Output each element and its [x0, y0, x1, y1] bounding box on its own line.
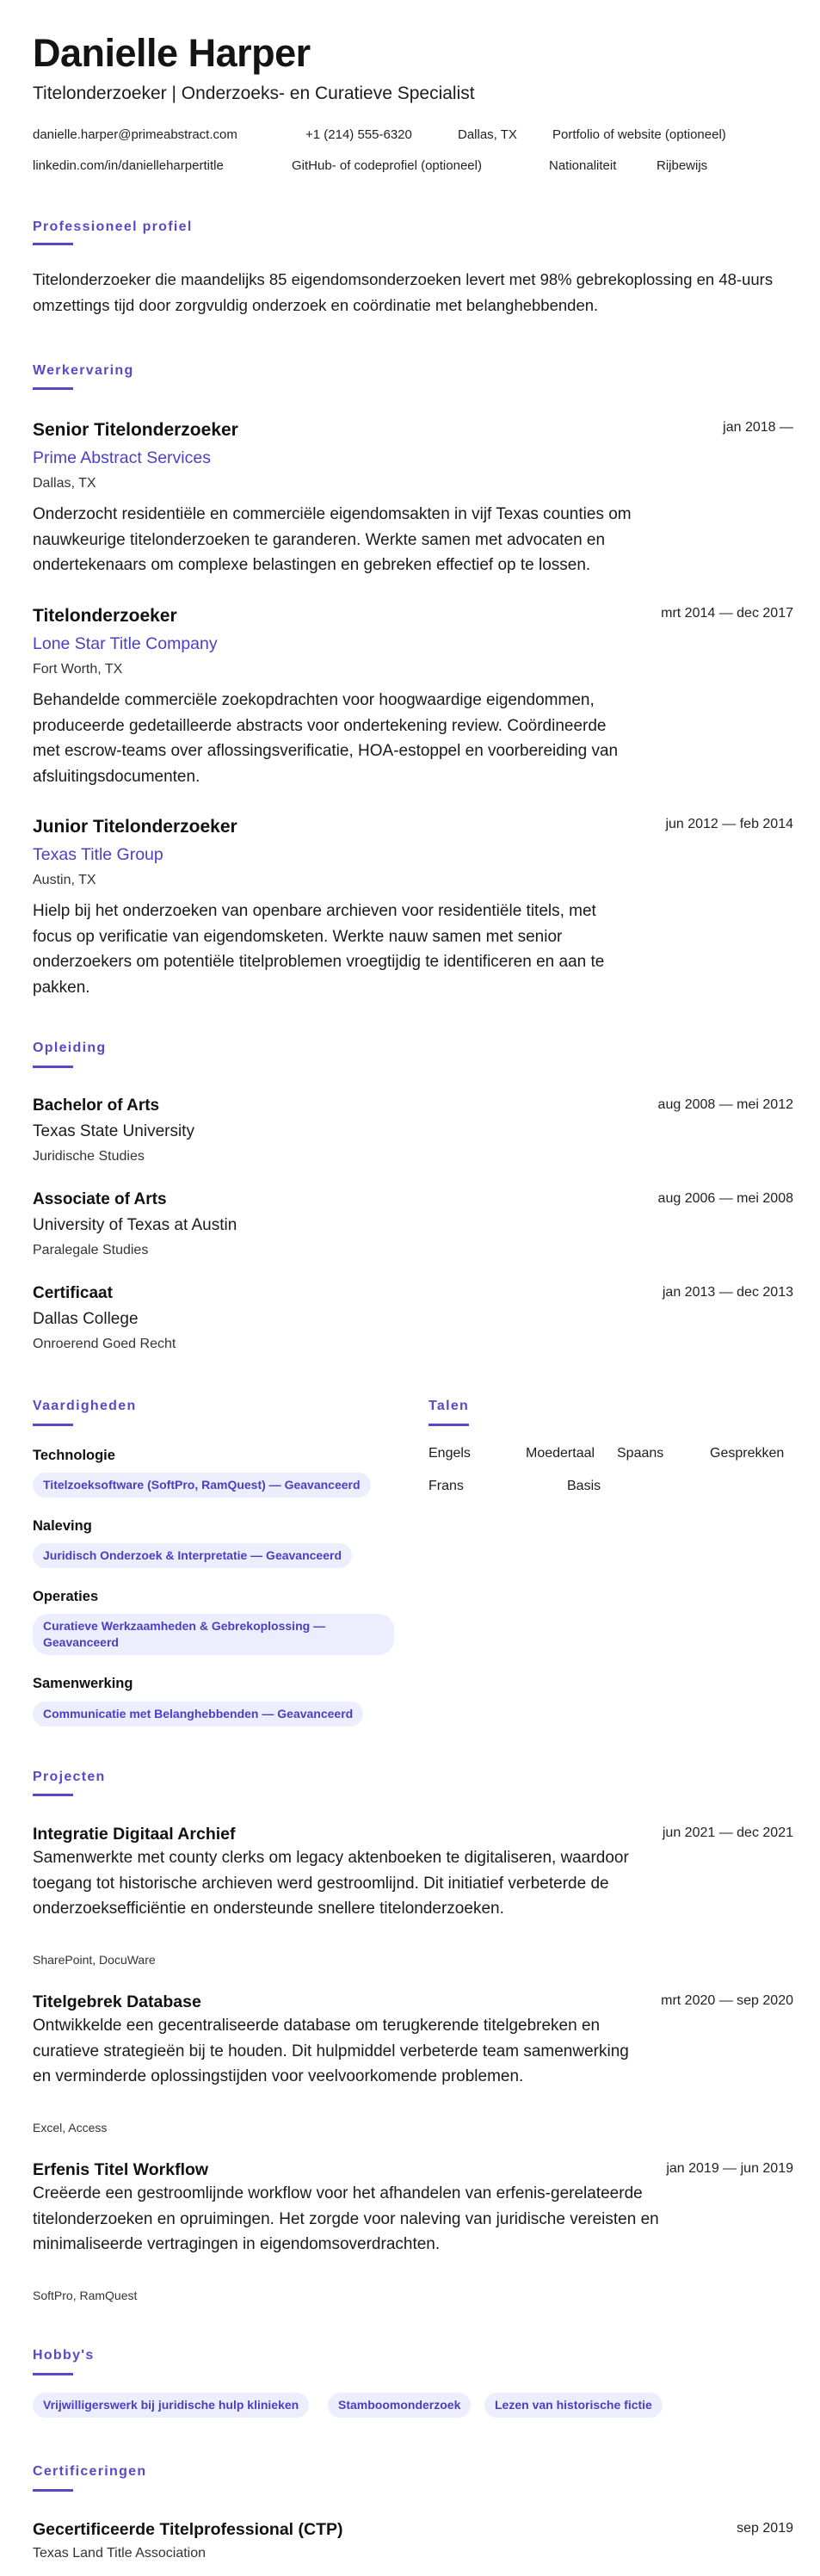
project-title: Titelgebrek Database	[33, 1992, 201, 2011]
hobby-pill: Lezen van historische fictie	[484, 2393, 663, 2418]
job-description: Behandelde commerciële zoekopdrachten voor hoogwaardige eigendommen, produceerde gedetailleerde abstracts voor ondertekening review. Coördineerde met escrow-teams over aflossingsverificatie, HOA-estoppel en voorbereiding van afsluitingsdocumenten.	[33, 691, 619, 786]
job-location: Austin, TX	[33, 873, 96, 887]
education-degree: Associate of Arts	[33, 1190, 167, 1208]
section-title-hobbies: Hobby's	[33, 2348, 95, 2363]
skill-pill: Juridisch Onderzoek & Interpretatie — Geavanceerd	[33, 1543, 352, 1568]
job-role: Senior Titelonderzoeker	[33, 420, 238, 440]
project-title: Integratie Digitaal Archief	[33, 1825, 236, 1844]
language-level: Basis	[567, 1479, 601, 1493]
candidate-name: Danielle Harper	[33, 31, 311, 75]
job-role: Junior Titelonderzoeker	[33, 817, 237, 837]
section-rule	[33, 387, 73, 390]
job-location: Fort Worth, TX	[33, 662, 123, 676]
contact-github[interactable]: GitHub- of codeprofiel (optioneel)	[292, 158, 482, 173]
section-title-projects: Projecten	[33, 1770, 106, 1784]
education-school: Dallas College	[33, 1310, 139, 1328]
certification-date: sep 2019	[737, 2521, 793, 2536]
contact-phone[interactable]: +1 (214) 555-6320	[305, 127, 412, 142]
education-school: University of Texas at Austin	[33, 1216, 237, 1234]
education-dates: aug 2008 — mei 2012	[657, 1097, 793, 1112]
profile-summary: Titelonderzoeker die maandelijks 85 eigendomsonderzoeken levert met 98% gebrekoplossing en 48-uurs omzettings tijd door zorgvuldig onderzoek en coördinatie met belanghebbenden.	[33, 270, 774, 314]
language-name: Frans	[428, 1479, 464, 1493]
section-title-certifications: Certificeringen	[33, 2464, 147, 2479]
section-rule	[33, 2373, 73, 2375]
contact-location: Dallas, TX	[458, 127, 517, 142]
section-rule	[33, 243, 73, 245]
project-tech: Excel, Access	[33, 2121, 108, 2134]
contact-nationality: Nationaliteit	[549, 158, 617, 173]
project-dates: jun 2021 — dec 2021	[662, 1825, 793, 1840]
language-name: Engels	[428, 1446, 471, 1461]
section-rule	[33, 1424, 73, 1426]
project-tech: SharePoint, DocuWare	[33, 1953, 156, 1967]
job-dates: jun 2012 — feb 2014	[665, 817, 793, 831]
job-company: Lone Star Title Company	[33, 634, 218, 653]
project-title: Erfenis Titel Workflow	[33, 2160, 209, 2179]
job-description: Hielp bij het onderzoeken van openbare archieven voor residentiële titels, met focus op verificatie van eigendomsketen. Werkte nauw samen met senior onderzoekers om potentiële titelproblemen vroegtijdig te identificeren en aan te pakken.	[33, 902, 605, 997]
contact-license: Rijbewijs	[657, 158, 708, 173]
section-title-experience: Werkervaring	[33, 363, 134, 378]
project-description: Creëerde een gestroomlijnde workflow voor het afhandelen van erfenis-gerelateerde titelonderzoeken en opruimingen. Het zorgde voor naleving van juridische vereisten en minimaliseerde vertragingen in eigendomsoverdrachten.	[33, 2184, 659, 2253]
education-dates: jan 2013 — dec 2013	[662, 1285, 793, 1300]
education-field: Onroerend Goed Recht	[33, 1337, 176, 1351]
project-description: Ontwikkelde een gecentraliseerde database om terugkerende titelgebreken en curatieve strategieën bij te houden. Dit hulpmiddel verbeterde team samenwerking en verminderde oplossingstijden voor veelvoorkomende problemen.	[33, 2017, 629, 2085]
project-dates: jan 2019 — jun 2019	[666, 2161, 793, 2176]
language-name: Spaans	[617, 1446, 664, 1461]
project-tech: SoftPro, RamQuest	[33, 2289, 138, 2302]
skill-category: Operaties	[33, 1589, 99, 1604]
skill-category: Technologie	[33, 1448, 115, 1463]
education-degree: Certificaat	[33, 1284, 113, 1302]
job-description: Onderzocht residentiële en commerciële eigendomsakten in vijf Texas counties om nauwkeurige titelonderzoeken te garanderen. Werkte samen met advocaten en ondertekenaars om complexe belastingen en gebreken effectief op te lossen.	[33, 505, 632, 574]
project-description: Samenwerkte met county clerks om legacy aktenboeken te digitaliseren, waardoor toegang tot historische archieven werd gestroomlijnd. Dit initiatief verbeterde de onderzoeksefficiëntie en ondersteunde snellere titelonderzoeken.	[33, 1849, 629, 1918]
section-rule	[33, 1794, 73, 1796]
language-level: Moedertaal	[526, 1446, 595, 1461]
education-field: Paralegale Studies	[33, 1243, 149, 1257]
skill-category: Samenwerking	[33, 1676, 133, 1691]
section-title-profile: Professioneel profiel	[33, 219, 193, 234]
hobby-pill: Vrijwilligerswerk bij juridische hulp klinieken	[33, 2393, 309, 2418]
job-dates: mrt 2014 — dec 2017	[661, 606, 793, 621]
education-field: Juridische Studies	[33, 1149, 145, 1164]
section-title-education: Opleiding	[33, 1041, 107, 1055]
language-level: Gesprekken	[710, 1446, 785, 1461]
section-rule	[33, 2489, 73, 2492]
education-degree: Bachelor of Arts	[33, 1096, 160, 1115]
contact-email[interactable]: danielle.harper@primeabstract.com	[33, 127, 237, 142]
candidate-headline: Titelonderzoeker | Onderzoeks- en Curatieve Specialist	[33, 83, 475, 103]
contact-portfolio[interactable]: Portfolio of website (optioneel)	[552, 127, 726, 142]
contact-linkedin[interactable]: linkedin.com/in/danielleharpertitle	[33, 158, 224, 173]
job-dates: jan 2018 —	[723, 420, 793, 435]
education-school: Texas State University	[33, 1122, 194, 1140]
skill-pill: Communicatie met Belanghebbenden — Geavanceerd	[33, 1702, 363, 1727]
section-rule	[428, 1424, 469, 1426]
job-company: Texas Title Group	[33, 845, 163, 864]
skill-pill: Curatieve Werkzaamheden & Gebrekoplossing — Geavanceerd	[33, 1614, 394, 1655]
project-dates: mrt 2020 — sep 2020	[661, 1993, 793, 2008]
section-title-languages: Talen	[428, 1399, 470, 1413]
certification-name: Gecertificeerde Titelprofessional (CTP)	[33, 2520, 343, 2539]
certification-issuer: Texas Land Title Association	[33, 2546, 207, 2561]
job-company: Prime Abstract Services	[33, 448, 211, 467]
skill-pill: Titelzoeksoftware (SoftPro, RamQuest) — Geavanceerd	[33, 1473, 371, 1498]
section-rule	[33, 1066, 73, 1068]
job-location: Dallas, TX	[33, 476, 96, 491]
hobby-pill: Stamboomonderzoek	[328, 2393, 471, 2418]
section-title-skills: Vaardigheden	[33, 1399, 137, 1413]
skill-category: Naleving	[33, 1518, 92, 1534]
job-role: Titelonderzoeker	[33, 606, 177, 626]
education-dates: aug 2006 — mei 2008	[657, 1191, 793, 1206]
